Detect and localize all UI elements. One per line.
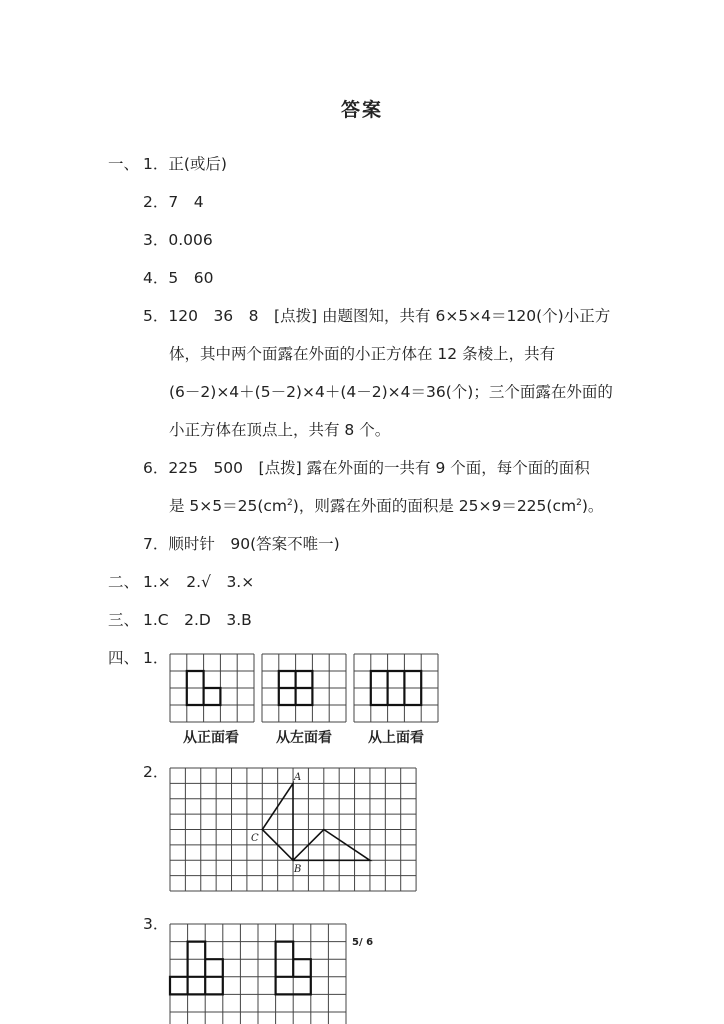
question-4-3-label: 3． [143,915,169,933]
answer-1-2: 2．7 4 [143,193,204,211]
view-left-grid [262,654,346,722]
answer-1-7: 7．顺时针 90(答案不唯一) [143,535,340,553]
section-3-answers: 1.C 2.D 3.B [143,611,252,629]
answer-1-5-line4: 小正方体在顶点上，共有 8 个。 [169,421,391,439]
question-4-1-label: 1． [143,649,169,667]
point-a-label: A [294,772,302,783]
section-1-head: 一、 [108,155,140,173]
point-c-label: C [251,833,259,844]
answer-1-5-line1: 5．120 36 8 [点拨] 由题图知，共有 6×5×4＝120(个)小正方 [143,307,611,325]
answer-1-5-line3: (6－2)×4＋(5－2)×4＋(4－2)×4＝36(个)；三个面露在外面的 [169,383,613,401]
answer-1-5-line2: 体，其中两个面露在外面的小正方体在 12 条棱上，共有 [169,345,556,363]
answer-1-1: 1．正(或后) [143,155,227,173]
section-3-head: 三、 [108,611,140,629]
answer-1-3: 3．0.006 [143,231,213,249]
section-4-head: 四、 [108,649,140,667]
view-left-caption: 从左面看 [276,730,332,746]
section-2-head: 二、 [108,573,140,591]
rotation-grid [170,768,416,891]
question-4-2-label: 2． [143,763,169,781]
answer-1-6-line2: 是 $5\times 5=25(cm^2)$，则露在外面的面积是 $25\times 9=225(cm^2)$。 [169,497,604,515]
shape-grid [170,924,346,1024]
point-b-label: B [294,864,302,875]
page-number: 5/ 6 [352,937,374,948]
page-title: 答案 [340,99,383,121]
view-front-grid [170,654,254,722]
answer-1-4: 4．5 60 [143,269,214,287]
view-top-grid [354,654,438,722]
view-front-caption: 从正面看 [183,730,239,746]
section-2-answers: 1.× 2.√ 3.× [143,573,255,591]
view-top-caption: 从上面看 [368,730,424,746]
answer-1-6-line1: 6．225 500 [点拨] 露在外面的一共有 9 个面，每个面的面积 [143,459,590,477]
